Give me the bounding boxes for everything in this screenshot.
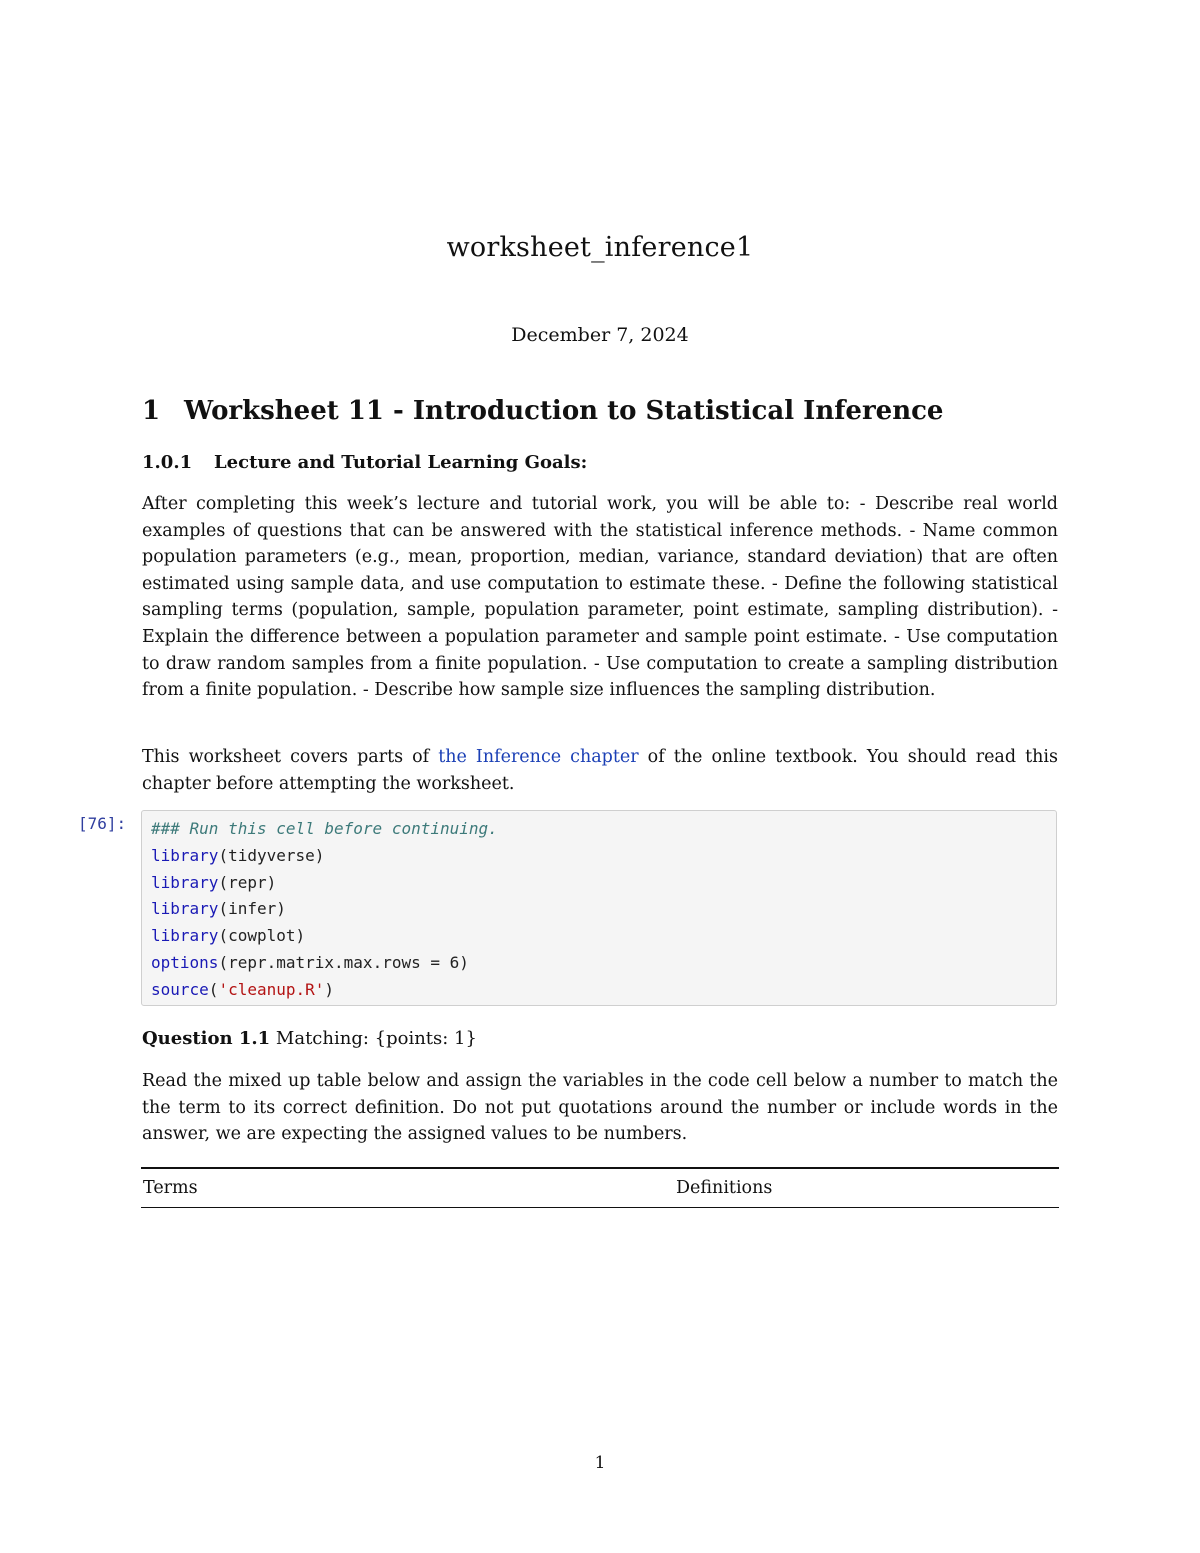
code-args: (infer) [218,899,286,919]
code-paren: ( [208,979,219,999]
code-comment: ### Run this cell before continuing. [151,819,498,838]
code-line [151,977,1047,1004]
reading-text-before: This worksheet covers parts of [142,747,439,767]
code-args: (repr) [218,872,277,892]
code-line [151,923,1047,950]
document-date: December 7, 2024 [511,324,689,346]
table-header-definitions: Definitions [676,1178,773,1198]
cell-execution-prompt: [76]: [78,814,127,833]
section-heading [142,396,1062,426]
code-function: library [151,872,219,892]
subsection-title: Lecture and Tutorial Learning Goals: [214,452,588,473]
section-number: 1 [142,396,161,426]
page-number: 1 [594,1453,606,1473]
question-label: Question 1.1 [142,1028,271,1049]
subsection-heading [142,452,1062,473]
reading-text-after: of the online textbook. You should read this chapter before attempting the worksheet. [142,747,1059,794]
table-header-rule [141,1207,1059,1208]
code-string: 'cleanup.R' [218,979,325,999]
question-points: Matching: {points: 1} [270,1028,477,1049]
matching-table [141,1167,1059,1208]
table-header-row [141,1169,1059,1207]
section-title: Worksheet 11 - Introduction to Statistical Inference [184,396,944,426]
code-comment-line [151,816,1047,843]
code-function: source [151,979,209,999]
code-args: (tidyverse) [218,845,325,865]
subsection-number: 1.0.1 [142,452,193,473]
code-args: (cowplot) [218,926,306,946]
code-function: library [151,845,219,865]
question-title [142,1028,477,1049]
code-line [151,950,1047,977]
code-cell[interactable] [141,810,1057,1006]
document-title: worksheet_inference1 [446,232,754,263]
reading-paragraph [142,744,1058,797]
code-function: library [151,926,219,946]
code-line [151,896,1047,923]
code-function: options [151,952,219,972]
inference-chapter-link[interactable]: the Inference chapter [438,747,639,767]
code-line [151,843,1047,870]
code-paren: ) [324,979,335,999]
question-paragraph: Read the mixed up table below and assign the variables in the code cell below a number to match the the term to its correct definition. Do not put quotations around the number or include words in the answer, we are expecting the assigned values to be numbers. [142,1071,1058,1145]
table-header-terms: Terms [143,1178,198,1198]
code-args: (repr.matrix.max.rows = 6) [218,952,469,972]
code-function: library [151,899,219,919]
code-line [151,870,1047,897]
learning-goals-paragraph: After completing this week’s lecture and tutorial work, you will be able to: - Describe real world examples of questions that can be answered with the statistical inference methods. - Name common population parameters (e.g., mean, proportion, median, variance, standard deviation) that are often estimated using sample data, and use computation to estimate these. - Define the following statistical sampling terms (population, sample, population parameter, point estimate, sampling distribution). - Explain the difference between a population parameter and sample point estimate. - Use computation to draw random samples from a finite population. - Use computation to create a sampling distribution from a finite population. - Describe how sample size influences the sampling distribution. [142,494,1058,701]
